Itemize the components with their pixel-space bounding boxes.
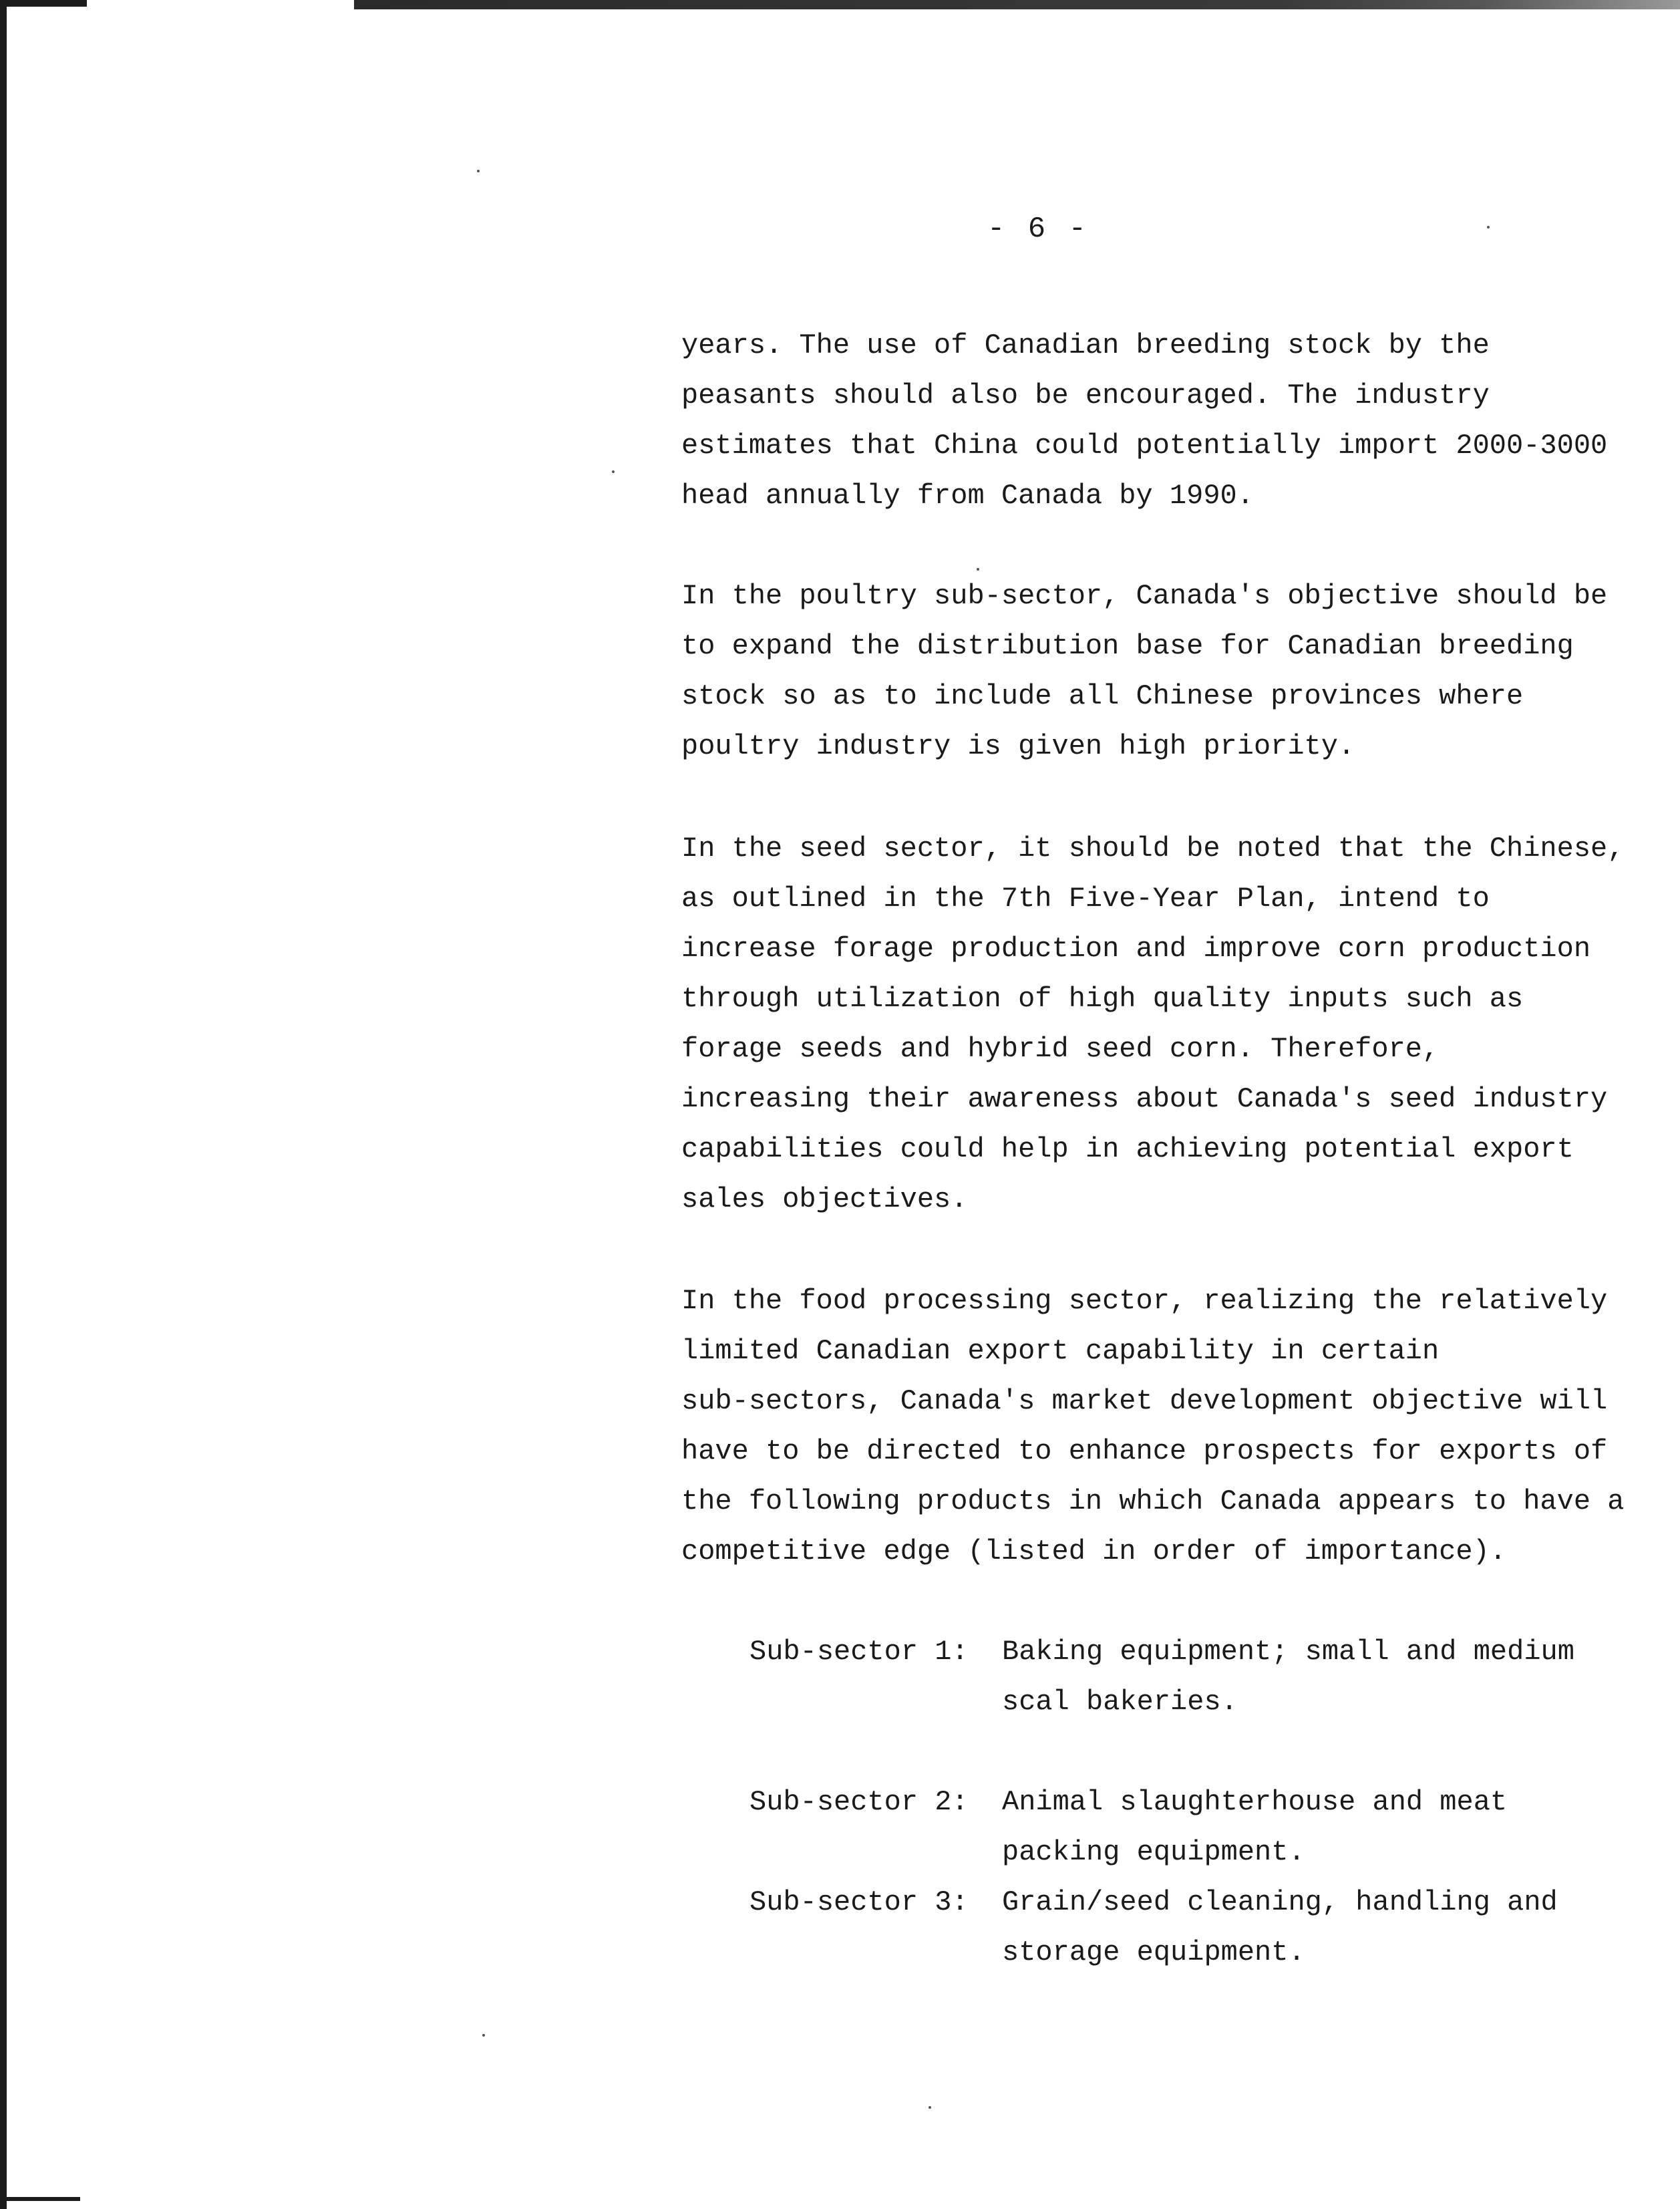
text-line: In the poultry sub-sector, Canada's objective should be xyxy=(681,580,1608,612)
document-body xyxy=(681,824,1663,1225)
scan-edge-bottom xyxy=(7,2197,80,2201)
text-line: Baking equipment; small and medium xyxy=(1002,1636,1574,1668)
text-line: peasants should also be encouraged. The industry xyxy=(681,380,1490,412)
text-line: Animal slaughterhouse and meat xyxy=(1002,1786,1508,1818)
document-body xyxy=(681,1276,1663,1577)
text-line: sub-sectors, Canada's market development objective will xyxy=(681,1385,1608,1417)
scan-speck xyxy=(977,568,979,571)
sub-sector-description xyxy=(1002,1878,1558,1978)
text-line: capabilities could help in achieving potential export xyxy=(681,1133,1574,1165)
text-line: Grain/seed cleaning, handling and xyxy=(1002,1886,1558,1918)
scan-speck xyxy=(482,2034,485,2037)
text-line: estimates that China could potentially import 2000-3000 xyxy=(681,430,1608,462)
text-line: head annually from Canada by 1990. xyxy=(681,480,1254,512)
text-line: In the food processing sector, realizing the relatively xyxy=(681,1285,1608,1317)
scan-speck xyxy=(477,170,480,172)
text-line: years. The use of Canadian breeding stock by the xyxy=(681,329,1490,361)
text-line: scal bakeries. xyxy=(1002,1686,1238,1718)
text-line: have to be directed to enhance prospects for exports of xyxy=(681,1435,1608,1467)
text-line: increasing their awareness about Canada's seed industry xyxy=(681,1083,1608,1115)
sub-sector-label: Sub-sector 3: xyxy=(749,1886,969,1918)
text-line: stock so as to include all Chinese provinces where xyxy=(681,680,1524,712)
text-line: poultry industry is given high priority. xyxy=(681,730,1355,762)
scan-speck xyxy=(1487,226,1490,229)
scan-edge-left xyxy=(0,0,7,2209)
page-number: - 6 - xyxy=(987,212,1089,246)
text-line: to expand the distribution base for Canadian breeding xyxy=(681,630,1574,662)
text-line: forage seeds and hybrid seed corn. Therefore, xyxy=(681,1033,1440,1065)
sub-sector-description xyxy=(1002,1777,1507,1878)
paragraph-poultry xyxy=(681,571,1663,772)
sub-sector-label: Sub-sector 2: xyxy=(749,1786,969,1818)
scan-edge-top xyxy=(354,0,1680,9)
scan-speck xyxy=(612,470,615,473)
text-line: storage equipment. xyxy=(1002,1936,1305,1968)
sub-sector-description xyxy=(1002,1627,1574,1727)
text-line: In the seed sector, it should be noted that the Chinese, xyxy=(681,833,1625,865)
paragraph-food-processing xyxy=(681,1276,1663,1577)
text-line: as outlined in the 7th Five-Year Plan, intend to xyxy=(681,883,1490,915)
document-body xyxy=(681,321,1663,521)
text-line: packing equipment. xyxy=(1002,1836,1305,1868)
scan-speck xyxy=(929,2106,931,2109)
text-line: limited Canadian export capability in certain xyxy=(681,1335,1440,1367)
sub-sector-label: Sub-sector 1: xyxy=(749,1636,969,1668)
document-body xyxy=(681,571,1663,772)
text-line: the following products in which Canada appears to have a xyxy=(681,1485,1625,1517)
text-line: sales objectives. xyxy=(681,1183,968,1215)
scan-corner-mark xyxy=(7,0,87,7)
text-line: increase forage production and improve corn production xyxy=(681,933,1591,965)
text-line: competitive edge (listed in order of importance). xyxy=(681,1535,1507,1568)
text-line: through utilization of high quality inputs such as xyxy=(681,983,1524,1015)
paragraph-seed xyxy=(681,824,1663,1225)
paragraph-breeding-stock xyxy=(681,321,1663,521)
